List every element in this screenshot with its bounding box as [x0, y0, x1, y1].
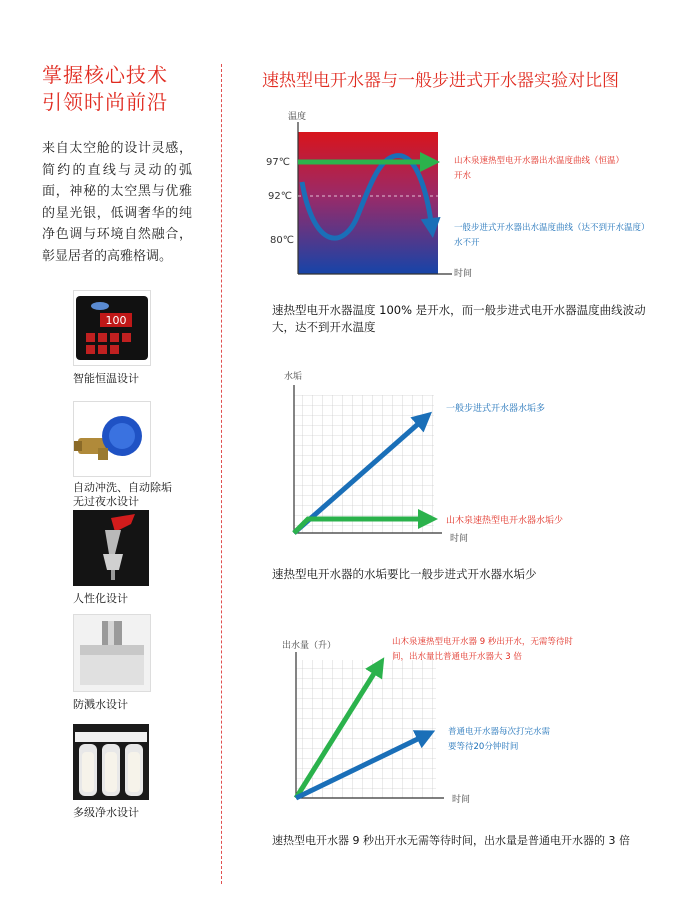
sidebar-description: 来自太空舱的设计灵感，简约的直线与灵动的弧面，神秘的太空黑与优雅的星光银，低调奢华的纯净色调与环境自然融合，彰显居者的高雅格调。: [42, 141, 192, 264]
tick-97: 97℃: [266, 157, 290, 168]
sidebar-title-line2: 引领时尚前沿: [42, 90, 168, 114]
temperature-gradient-area: [298, 132, 438, 274]
x-axis-label: 时间: [450, 534, 469, 544]
valve-image: [73, 401, 151, 477]
scale-chart: [262, 365, 682, 555]
y-axis-label: 水垢: [284, 372, 303, 382]
feature-caption-flush: [73, 481, 213, 509]
x-axis-label: 时间: [452, 795, 471, 805]
y-axis-label: 出水量（升）: [282, 641, 337, 651]
control-panel-digits: 100: [105, 314, 127, 327]
control-panel-image: [73, 290, 151, 366]
blue-label-line1: 一般步进式开水器出水温度曲线（达不到开水温度）: [454, 223, 650, 233]
chart1-caption-line2: 大，达不到开水温度: [272, 320, 376, 334]
green-water-label-line1: 山木泉速热型电开水器 9 秒出开水，无需等待时: [392, 637, 573, 647]
tick-92: 92℃: [268, 191, 292, 202]
green-label-line1: 山木泉速热型电开水器出水温度曲线（恒温）: [454, 156, 625, 166]
blue-water-label-line1: 普通电开水器每次打完水需: [448, 727, 551, 737]
water-output-chart: [262, 628, 682, 818]
filter-image: [73, 724, 149, 800]
green-label-line2: 开水: [454, 171, 472, 181]
main-title: 速热型电开水器与一般步进式开水器实验对比图: [262, 71, 619, 91]
y-axis-label: 温度: [288, 112, 307, 122]
x-axis-label: 时间: [454, 269, 473, 279]
feature-caption-splashproof: 防溅水设计: [73, 698, 128, 711]
tick-80: 80℃: [270, 235, 294, 246]
blue-water-label-line2: 要等待20分钟时间: [448, 742, 519, 752]
chart3-caption: 速热型电开水器 9 秒出开水无需等待时间，出水量是普通电开水器的 3 倍: [272, 834, 630, 847]
chart1-caption: [272, 302, 672, 336]
green-scale-label: 山木泉速热型电开水器水垢少: [446, 516, 564, 526]
feature-caption-filter: 多级净水设计: [73, 806, 139, 819]
blue-scale-label: 一般步进式开水器水垢多: [446, 404, 546, 414]
chart1-caption-line1: 速热型电开水器温度 100% 是开水，而一般步进式电开水器温度曲线波动: [272, 303, 646, 317]
feature-caption-flush-line2: 无过夜水设计: [73, 495, 139, 508]
sidebar-title-line1: 掌握核心技术: [42, 63, 168, 87]
temperature-chart: [262, 100, 682, 290]
splashproof-image: [73, 614, 151, 692]
feature-caption-flush-line1: 自动冲洗、自动除垢: [73, 481, 172, 494]
feature-caption-thermostat: 智能恒温设计: [73, 372, 139, 385]
faucet-image: [73, 510, 149, 586]
feature-caption-humanized: 人性化设计: [73, 592, 128, 605]
blue-label-line2: 水不开: [454, 238, 480, 248]
water-grid: [296, 660, 436, 798]
green-water-label-line2: 间，出水量比普通电开水器大 3 倍: [392, 652, 522, 662]
chart2-caption: 速热型电开水器的水垢要比一般步进式开水器水垢少: [272, 567, 537, 581]
sidebar-title: [42, 62, 212, 116]
section-divider: [221, 64, 222, 884]
